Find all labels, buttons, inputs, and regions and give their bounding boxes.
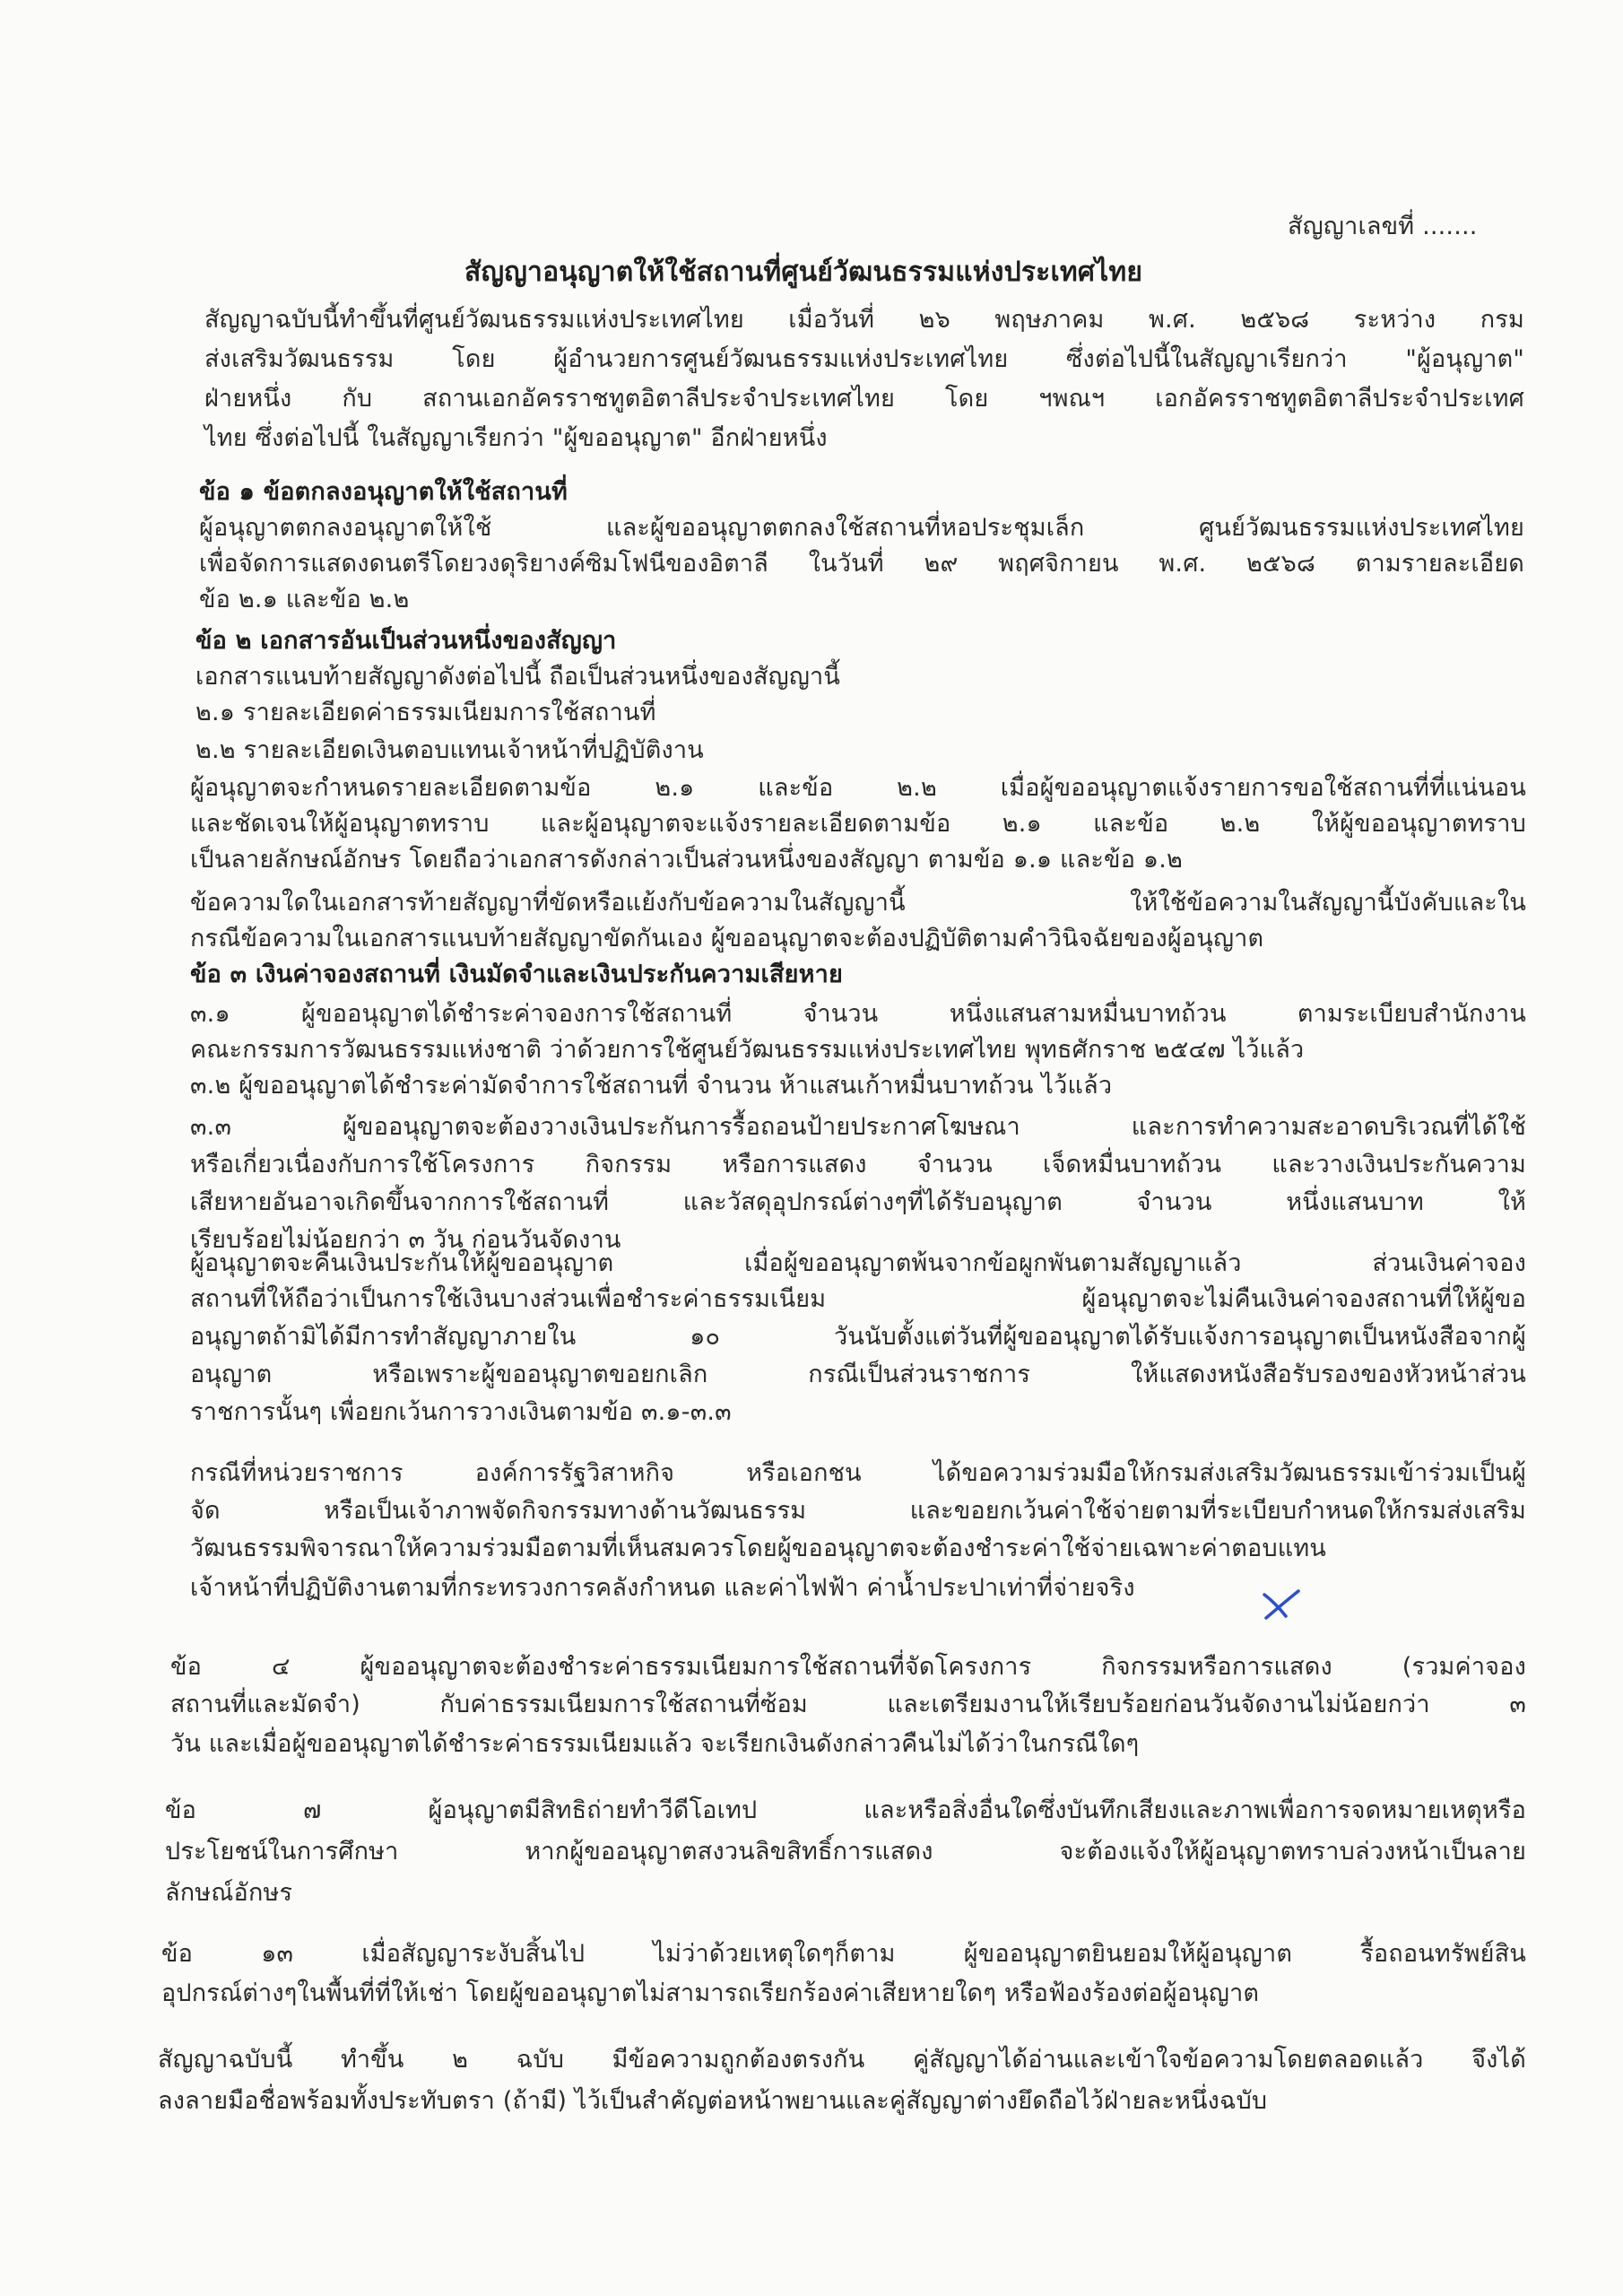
clause-2-line: เป็นลายลักษณ์อักษร โดยถือว่าเอกสารดังกล่าวเป็นส่วนหนึ่งของสัญญา ตามข้อ ๑.๑ และข้อ ๑.๒	[190, 846, 1184, 874]
clause-2-line: ๒.๑ รายละเอียดค่าธรรมเนียมการใช้สถานที่	[195, 699, 656, 726]
document-title: สัญญาอนุญาตให้ใช้สถานที่ศูนย์วัฒนธรรมแห่งประเทศไทย	[464, 257, 1143, 288]
closing-line: สัญญาฉบับนี้ ทำขึ้น ๒ ฉบับ มีข้อความถูกต้องตรงกัน คู่สัญญาได้อ่านและเข้าใจข้อความโดยตลอดแล้ว จึงได้	[158, 2046, 1527, 2074]
clause-3-line: หรือเกี่ยวเนื่องกับการใช้โครงการ กิจกรรม หรือการแสดง จำนวน เจ็ดหมื่นบาทถ้วน และวางเงินประกันความ	[190, 1151, 1526, 1178]
clause-2-line: กรณีข้อความในเอกสารแนบท้ายสัญญาขัดกันเอง ผู้ขออนุญาตจะต้องปฏิบัติตามคำวินิจฉัยของผู้อนุญาต	[190, 925, 1264, 952]
clause-7-line: ลักษณ์อักษร	[165, 1879, 293, 1907]
clause-3-line: เรียบร้อยไม่น้อยกว่า ๓ วัน ก่อนวันจัดงาน	[190, 1226, 621, 1254]
contract-number: สัญญาเลขที่ .......	[1288, 213, 1478, 240]
clause-3-line: ๓.๒ ผู้ขออนุญาตได้ชำระค่ามัดจำการใช้สถานที่ จำนวน ห้าแสนเก้าหมื่นบาทถ้วน ไว้แล้ว	[190, 1072, 1113, 1100]
clause-3-line: สถานที่ให้ถือว่าเป็นการใช้เงินบางส่วนเพื่อชำระค่าธรรมเนียม ผู้อนุญาตจะไม่คืนเงินค่าจองสถานที่ให้ผู้ขอ	[190, 1285, 1526, 1313]
clause-3-line: เสียหายอันอาจเกิดขึ้นจากการใช้สถานที่ และวัสดุอุปกรณ์ต่างๆที่ได้รับอนุญาต จำนวน หนึ่งแสนบาท ให้	[190, 1188, 1526, 1216]
clause-3-line: ๓.๑ ผู้ขออนุญาตได้ชำระค่าจองการใช้สถานที่ จำนวน หนึ่งแสนสามหมื่นบาทถ้วน ตามระเบียบสำนักงาน	[190, 1000, 1526, 1028]
clause-3-heading: ข้อ ๓ เงินค่าจองสถานที่ เงินมัดจำและเงินประกันความเสียหาย	[190, 961, 844, 988]
clause-1-heading: ข้อ ๑ ข้อตกลงอนุญาตให้ใช้สถานที่	[199, 478, 568, 506]
clause-4-line: ข้อ ๔ ผู้ขออนุญาตจะต้องชำระค่าธรรมเนียมการใช้สถานที่จัดโครงการ กิจกรรมหรือการแสดง (รวมค่าจอง	[170, 1653, 1526, 1681]
intro-line: ฝ่ายหนึ่ง กับ สถานเอกอัครราชทูตอิตาลีประจำประเทศไทย โดย ฯพณฯ เอกอัครราชทูตอิตาลีประจำประเทศ	[204, 385, 1524, 413]
clause-2-line: เอกสารแนบท้ายสัญญาดังต่อไปนี้ ถือเป็นส่วนหนึ่งของสัญญานี้	[195, 663, 841, 691]
x-mark-icon	[1259, 1587, 1302, 1623]
clause-4-line: สถานที่และมัดจำ) กับค่าธรรมเนียมการใช้สถานที่ซ้อม และเตรียมงานให้เรียบร้อยก่อนวันจัดงานไม่น้อยกว่า ๓	[170, 1691, 1526, 1718]
clause-4-line: วัน และเมื่อผู้ขออนุญาตได้ชำระค่าธรรมเนียมแล้ว จะเรียกเงินดังกล่าวคืนไม่ได้ว่าในกรณีใดๆ	[170, 1730, 1140, 1758]
gov-paragraph-line: กรณีที่หน่วยราชการ องค์การรัฐวิสาหกิจ หรือเอกชน ได้ขอความร่วมมือให้กรมส่งเสริมวัฒนธรรมเข้าร่วมเป็นผู้	[190, 1459, 1526, 1487]
intro-line: สัญญาฉบับนี้ทำขึ้นที่ศูนย์วัฒนธรรมแห่งประเทศไทย เมื่อวันที่ ๒๖ พฤษภาคม พ.ศ. ๒๕๖๘ ระหว่าง กรม	[204, 306, 1524, 334]
clause-3-line: อนุญาต หรือเพราะผู้ขออนุญาตขอยกเลิก กรณีเป็นส่วนราชการ ให้แสดงหนังสือรับรองของหัวหน้าส่วน	[190, 1361, 1526, 1388]
clause-2-line: ข้อความใดในเอกสารท้ายสัญญาที่ขัดหรือแย้งกับข้อความในสัญญานี้ ให้ใช้ข้อความในสัญญานี้บังคับและใน	[190, 889, 1526, 917]
clause-13-line: อุปกรณ์ต่างๆในพื้นที่ที่ให้เช่า โดยผู้ขออนุญาตไม่สามารถเรียกร้องค่าเสียหายใดๆ หรือฟ้องร้องต่อผู้อนุญาต	[161, 1979, 1260, 2007]
clause-1-line: ผู้อนุญาตตกลงอนุญาตให้ใช้ และผู้ขออนุญาตตกลงใช้สถานที่หอประชุมเล็ก ศูนย์วัฒนธรรมแห่งประเทศไทย	[199, 514, 1524, 542]
clause-3-line: ผู้อนุญาตจะคืนเงินประกันให้ผู้ขออนุญาต เมื่อผู้ขออนุญาตพ้นจากข้อผูกพันตามสัญญาแล้ว ส่วนเงินค่าจอง	[190, 1249, 1526, 1277]
clause-2-heading: ข้อ ๒ เอกสารอันเป็นส่วนหนึ่งของสัญญา	[195, 627, 617, 655]
gov-paragraph-line: จัด หรือเป็นเจ้าภาพจัดกิจกรรมทางด้านวัฒนธรรม และขอยกเว้นค่าใช้จ่ายตามที่ระเบียบกำหนดให้กรมส่งเสริม	[190, 1497, 1526, 1525]
gov-paragraph-line: วัฒนธรรมพิจารณาให้ความร่วมมือตามที่เห็นสมควรโดยผู้ขออนุญาตจะต้องชำระค่าใช้จ่ายเฉพาะค่าตอบแทน	[190, 1535, 1327, 1562]
gov-paragraph-line: เจ้าหน้าที่ปฏิบัติงานตามที่กระทรวงการคลังกำหนด และค่าไฟฟ้า ค่าน้ำประปาเท่าที่จ่ายจริง	[190, 1574, 1135, 1602]
clause-1-line: เพื่อจัดการแสดงดนตรีโดยวงดุริยางค์ซิมโฟนีของอิตาลี ในวันที่ ๒๙ พฤศจิกายน พ.ศ. ๒๕๖๘ ตามรายละเอียด	[199, 550, 1524, 578]
clause-3-line: ราชการนั้นๆ เพื่อยกเว้นการวางเงินตามข้อ ๓.๑-๓.๓	[190, 1398, 732, 1426]
clause-2-line: และชัดเจนให้ผู้อนุญาตทราบ และผู้อนุญาตจะแจ้งรายละเอียดตามข้อ ๒.๑ และข้อ ๒.๒ ให้ผู้ขออนุญาตทราบ	[190, 810, 1526, 838]
clause-3-line: ๓.๓ ผู้ขออนุญาตจะต้องวางเงินประกันการรื้อถอนป้ายประกาศโฆษณา และการทำความสะอาดบริเวณที่ได้ใช้	[190, 1113, 1526, 1141]
clause-2-line: ๒.๒ รายละเอียดเงินตอบแทนเจ้าหน้าที่ปฏิบัติงาน	[195, 736, 704, 764]
clause-2-line: ผู้อนุญาตจะกำหนดรายละเอียดตามข้อ ๒.๑ และข้อ ๒.๒ เมื่อผู้ขออนุญาตแจ้งรายการขอใช้สถานที่ที่แน่นอน	[190, 774, 1526, 802]
clause-3-line: อนุญาตถ้ามิได้มีการทำสัญญาภายใน ๑๐ วันนับตั้งแต่วันที่ผู้ขออนุญาตได้รับแจ้งการอนุญาตเป็นหนังสือจากผู้	[190, 1323, 1526, 1351]
clause-13-line: ข้อ ๑๓ เมื่อสัญญาระงับสิ้นไป ไม่ว่าด้วยเหตุใดๆก็ตาม ผู้ขออนุญาตยินยอมให้ผู้อนุญาต รื้อถอนทรัพย์สิน	[161, 1940, 1526, 1968]
closing-line: ลงลายมือชื่อพร้อมทั้งประทับตรา (ถ้ามี) ไว้เป็นสำคัญต่อหน้าพยานและคู่สัญญาต่างยึดถือไว้ฝ่ายละหนึ่งฉบับ	[158, 2087, 1268, 2115]
clause-7-line: ข้อ ๗ ผู้อนุญาตมีสิทธิถ่ายทำวีดีโอเทป และหรือสิ่งอื่นใดซึ่งบันทึกเสียงและภาพเพื่อการจดหมายเหตุหรือ	[165, 1796, 1526, 1824]
clause-7-line: ประโยชน์ในการศึกษา หากผู้ขออนุญาตสงวนลิขสิทธิ์การแสดง จะต้องแจ้งให้ผู้อนุญาตทราบล่วงหน้าเป็นลาย	[165, 1838, 1526, 1866]
clause-1-line: ข้อ ๒.๑ และข้อ ๒.๒	[199, 586, 410, 613]
intro-line: ส่งเสริมวัฒนธรรม โดย ผู้อำนวยการศูนย์วัฒนธรรมแห่งประเทศไทย ซึ่งต่อไปนี้ในสัญญาเรียกว่า "ผู้อนุญาต"	[204, 345, 1524, 373]
intro-line: ไทย ซึ่งต่อไปนี้ ในสัญญาเรียกว่า "ผู้ขออนุญาต" อีกฝ่ายหนึ่ง	[204, 424, 828, 452]
clause-3-line: คณะกรรมการวัฒนธรรมแห่งชาติ ว่าด้วยการใช้ศูนย์วัฒนธรรมแห่งประเทศไทย พุทธศักราช ๒๕๔๗ ไว้แล้ว	[190, 1036, 1305, 1064]
